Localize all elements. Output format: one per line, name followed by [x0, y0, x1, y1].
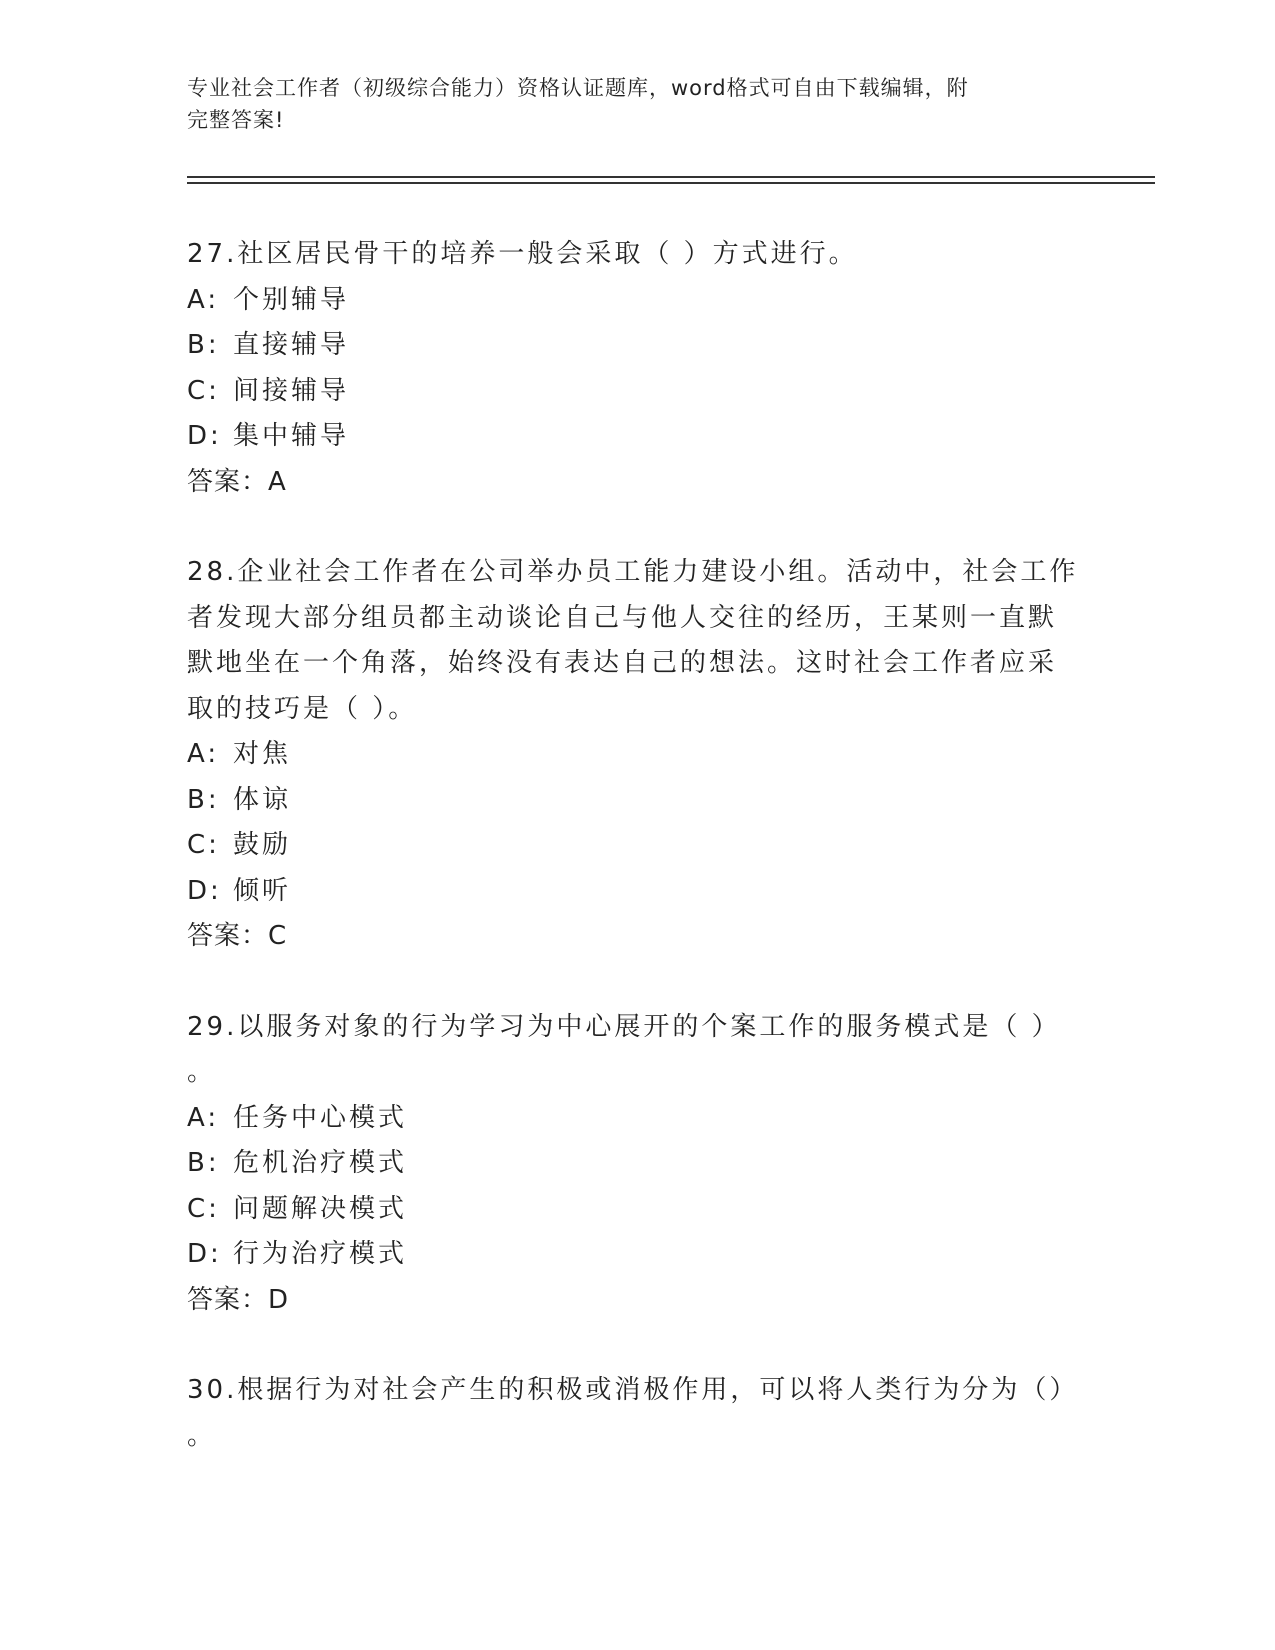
question-list [187, 232, 1087, 1504]
question-28 [187, 550, 1087, 960]
option-letter: C: [187, 830, 220, 860]
option-letter: B: [187, 330, 220, 360]
option-c [187, 823, 1087, 869]
option-letter: C: [187, 375, 220, 406]
option-text: 个别辅导 [233, 284, 350, 315]
option-b [187, 778, 1087, 824]
option-letter: A: [187, 1102, 220, 1133]
question-stem: 。 [187, 1057, 217, 1087]
option-letter: A: [187, 284, 220, 315]
option-text: 危机治疗模式 [233, 1148, 408, 1178]
option-b [187, 323, 1087, 369]
option-letter: D: [187, 1239, 222, 1269]
question-stem: 29.以服务对象的行为学习为中心展开的个案工作的服务模式是（ ） [187, 1011, 1061, 1042]
option-text: 倾听 [233, 875, 292, 906]
header-line-2: 完整答案! [187, 108, 285, 132]
question-stem: 27.社区居民骨干的培养一般会采取（ ）方式进行。 [187, 239, 858, 269]
header-line-1: 专业社会工作者（初级综合能力）资格认证题库，word格式可自由下载编辑，附 [187, 76, 969, 100]
header-divider-bottom [187, 182, 1155, 184]
option-letter: A: [187, 739, 220, 769]
option-text: 体谅 [233, 784, 292, 815]
question-29 [187, 1005, 1087, 1324]
option-c [187, 1187, 1087, 1233]
option-a [187, 278, 1087, 324]
option-a [187, 1096, 1087, 1142]
answer-line: 答案：A [187, 466, 287, 497]
option-d [187, 414, 1087, 460]
header-divider-top [187, 176, 1155, 178]
option-text: 对焦 [233, 739, 292, 769]
option-text: 集中辅导 [233, 421, 350, 451]
question-27 [187, 232, 1087, 505]
option-letter: B: [187, 1148, 220, 1178]
document-header [187, 72, 1087, 136]
option-text: 行为治疗模式 [233, 1239, 408, 1269]
option-letter: C: [187, 1193, 220, 1224]
question-stem: 28.企业社会工作者在公司举办员工能力建设小组。活动中，社会工作 [187, 557, 1079, 587]
question-stem: 30.根据行为对社会产生的积极或消极作用，可以将人类行为分为（） [187, 1375, 1079, 1405]
question-stem: 取的技巧是（ ）。 [187, 693, 418, 724]
option-b [187, 1141, 1087, 1187]
option-text: 任务中心模式 [233, 1102, 408, 1133]
option-text: 鼓励 [233, 830, 292, 860]
option-c [187, 369, 1087, 415]
question-30 [187, 1368, 1087, 1459]
option-d [187, 869, 1087, 915]
option-letter: D: [187, 421, 222, 451]
question-stem: 默地坐在一个角落，始终没有表达自己的想法。这时社会工作者应采 [187, 648, 1058, 678]
answer-line: 答案：D [187, 1284, 290, 1315]
question-stem: 者发现大部分组员都主动谈论自己与他人交往的经历，王某则一直默 [187, 602, 1058, 633]
option-text: 直接辅导 [233, 330, 350, 360]
question-stem: 。 [187, 1420, 217, 1451]
option-text: 间接辅导 [233, 375, 350, 406]
option-letter: B: [187, 784, 220, 815]
option-d [187, 1232, 1087, 1278]
option-a [187, 732, 1087, 778]
answer-line: 答案：C [187, 921, 288, 951]
option-letter: D: [187, 875, 222, 906]
option-text: 问题解决模式 [233, 1193, 408, 1224]
